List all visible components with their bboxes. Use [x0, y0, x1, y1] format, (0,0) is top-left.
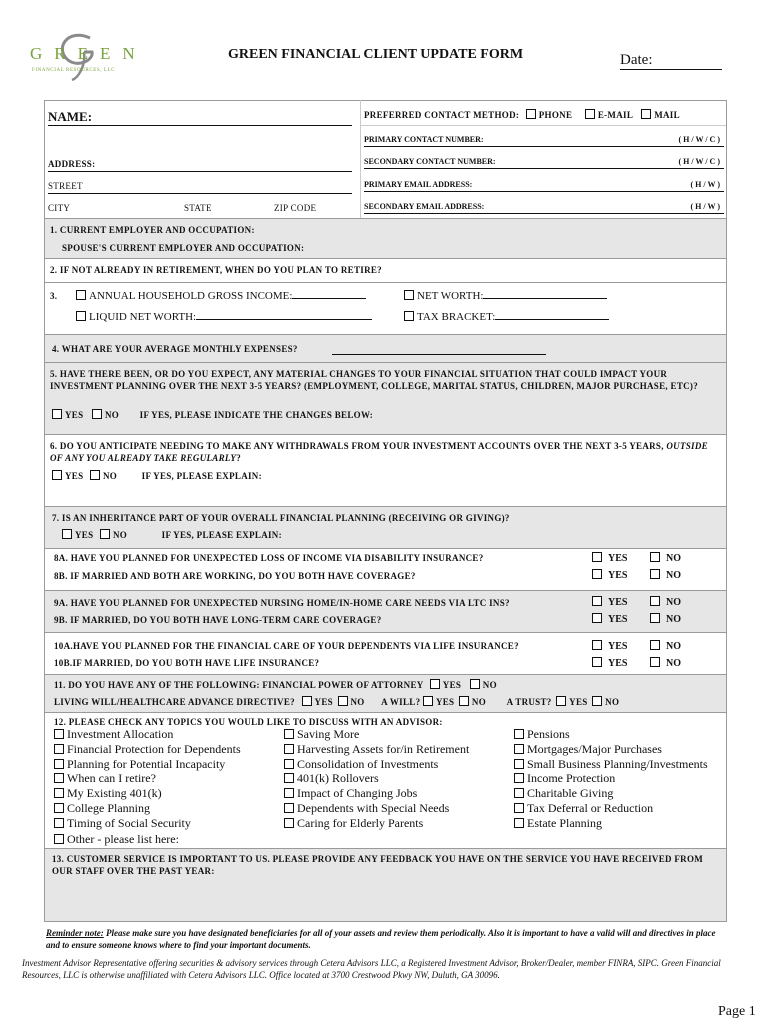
phone-option: PHONE [538, 110, 573, 120]
topic-label: When can I retire? [67, 771, 156, 785]
q7-yes-checkbox[interactable] [62, 529, 72, 539]
trust-no-label: NO [605, 697, 620, 707]
yn-no-option[interactable] [650, 596, 681, 608]
topic-item[interactable] [514, 757, 708, 772]
name-field[interactable] [48, 125, 352, 126]
living-no-label: NO [350, 697, 365, 707]
yn-no-option[interactable] [650, 657, 681, 669]
poa-no-checkbox[interactable] [470, 679, 480, 689]
q5-answer-row [52, 409, 373, 420]
topic-checkbox[interactable] [54, 729, 64, 739]
topic-label: College Planning [67, 801, 150, 815]
q13-section [44, 848, 726, 922]
topic-label: Caring for Elderly Parents [297, 816, 424, 830]
topic-item[interactable] [514, 786, 613, 801]
feedback-field[interactable] [48, 879, 722, 919]
q4-section [44, 334, 726, 362]
topic-item[interactable] [514, 816, 602, 831]
poa-yes-checkbox[interactable] [430, 679, 440, 689]
topic-checkbox[interactable] [284, 759, 294, 769]
yn-yes-checkbox[interactable] [592, 657, 602, 667]
q6-no-label: NO [102, 471, 118, 481]
trust-no-checkbox[interactable] [592, 696, 602, 706]
liquid-field[interactable] [196, 319, 372, 320]
contact-row-suffix: ( H / W ) [690, 202, 720, 211]
contact-row-label: SECONDARY CONTACT NUMBER: [364, 157, 496, 166]
poa-no-label: NO [482, 680, 497, 690]
yn-no-label: NO [666, 658, 681, 669]
income-label: ANNUAL HOUSEHOLD GROSS INCOME: [89, 290, 293, 302]
yn-yes-checkbox[interactable] [592, 569, 602, 579]
topic-label: Timing of Social Security [67, 816, 191, 830]
topic-item[interactable] [284, 727, 359, 742]
yn-question-text: 8A. HAVE YOU PLANNED FOR UNEXPECTED LOSS OF INCOME VIA DISABILITY INSURANCE? [54, 553, 484, 563]
yn-yes-option[interactable] [592, 640, 627, 652]
disclaimer-text: Investment Advisor Representative offering securities & advisory services through Cetera Advisors LLC, a Registered Investment Advisor, Broker/Dealer, member FINRA, SIPC. Green Financial Resources, LLC is otherwise unaffiliated with Cetera Advisors LLC. Office located at 3700 Crestwood Pkwy NW, Duluth, GA 30096. [22, 958, 721, 980]
contact-row-label: SECONDARY EMAIL ADDRESS: [364, 202, 485, 211]
topic-checkbox[interactable] [514, 773, 524, 783]
q6-text: 6. DO YOU ANTICIPATE NEEDING TO MAKE ANY WITHDRAWALS FROM YOUR INVESTMENT ACCOUNTS OVER THE NEXT 3-5 YEARS, [50, 441, 664, 451]
topic-item[interactable] [284, 816, 423, 831]
topic-label: Income Protection [527, 771, 616, 785]
will-yes-checkbox[interactable] [423, 696, 433, 706]
q5-yes-label: YES [65, 410, 84, 420]
topic-checkbox[interactable] [54, 834, 64, 844]
will-yes-label: YES [435, 697, 455, 707]
income-checkbox[interactable] [76, 290, 86, 300]
yn-no-checkbox[interactable] [650, 596, 660, 606]
q2-text: 2. IF NOT ALREADY IN RETIREMENT, WHEN DO YOU PLAN TO RETIRE? [50, 265, 382, 275]
topic-item[interactable] [54, 742, 241, 757]
trust-yes-label: YES [569, 697, 588, 707]
address-label: ADDRESS: [48, 159, 96, 169]
contact-row[interactable] [364, 202, 724, 214]
contact-row[interactable] [364, 180, 724, 192]
tax-label: TAX BRACKET: [417, 311, 496, 323]
contact-row-suffix: ( H / W / C ) [678, 157, 720, 166]
yn-yes-option[interactable] [592, 596, 627, 608]
will-no-checkbox[interactable] [459, 696, 469, 706]
topic-item[interactable] [54, 786, 162, 801]
topic-label: Financial Protection for Dependents [67, 742, 241, 756]
yn-no-label: NO [666, 597, 681, 608]
income-field[interactable] [292, 298, 366, 299]
yn-question-text: 10B.IF MARRIED, DO YOU BOTH HAVE LIFE INSURANCE? [54, 658, 320, 668]
reminder-label: Reminder note: [46, 928, 104, 938]
q6-yes-checkbox[interactable] [52, 470, 62, 480]
yn-yes-option[interactable] [592, 552, 627, 564]
yn-yes-label: YES [608, 641, 628, 652]
yn-yes-label: YES [608, 658, 628, 669]
tax-checkbox[interactable] [404, 311, 414, 321]
contact-row-label: PRIMARY EMAIL ADDRESS: [364, 180, 473, 189]
q5-no-checkbox[interactable] [92, 409, 102, 419]
topic-checkbox[interactable] [284, 788, 294, 798]
topic-label: Harvesting Assets for/in Retirement [297, 742, 470, 756]
topic-checkbox[interactable] [54, 803, 64, 813]
form-title: GREEN FINANCIAL CLIENT UPDATE FORM [228, 47, 524, 62]
topic-label: Pensions [527, 727, 570, 741]
yn-no-label: NO [666, 641, 681, 652]
topic-checkbox[interactable] [284, 729, 294, 739]
yn-no-option[interactable] [650, 613, 681, 625]
living-yes-label: YES [314, 697, 333, 707]
topic-label: Consolidation of Investments [297, 757, 439, 771]
q11-text: 11. DO YOU HAVE ANY OF THE FOLLOWING: FINANCIAL POWER OF ATTORNEY [54, 680, 424, 690]
topic-label: Charitable Giving [527, 786, 614, 800]
contact-row[interactable] [364, 157, 724, 169]
yn-yes-label: YES [608, 553, 628, 564]
form-left-border [44, 100, 45, 922]
q5-text: 5. HAVE THERE BEEN, OR DO YOU EXPECT, ANY MATERIAL CHANGES TO YOUR FINANCIAL SITUATION THAT COULD IMPACT YOUR INVESTMENT PLANNING OVER THE NEXT 3-5 YEARS? (EMPLOYMENT, COLLEGE, MARITAL STATUS, CHILDREN, MAJOR PURCHASE, ETC)? [50, 369, 699, 391]
topic-label: Tax Deferral or Reduction [527, 801, 654, 815]
contact-method-label: PREFERRED CONTACT METHOD: [364, 110, 520, 120]
reminder-text: Please make sure you have designated beneficiaries for all of your assets and review them periodically. Also it is important to have a valid will and directives in place and to ensure someone knows where to find your important documents. [46, 928, 716, 950]
yn-no-option[interactable] [650, 552, 681, 564]
living-yes-checkbox[interactable] [302, 696, 312, 706]
yn-no-checkbox[interactable] [650, 613, 660, 623]
q1-section [44, 218, 726, 258]
topic-checkbox[interactable] [514, 759, 524, 769]
date-label: Date: [620, 52, 653, 68]
yn-yes-checkbox[interactable] [592, 596, 602, 606]
topic-item[interactable] [514, 801, 653, 816]
contact-row-suffix: ( H / W ) [690, 180, 720, 189]
logo-subtitle: FINANCIAL RESOURCES, LLC [32, 68, 116, 73]
q3-tax-row [404, 311, 609, 323]
living-will-label: LIVING WILL/HEALTHCARE ADVANCE DIRECTIVE? [54, 697, 295, 707]
topic-item[interactable] [54, 832, 179, 847]
topic-item[interactable] [54, 771, 156, 786]
topic-item[interactable] [284, 742, 469, 757]
topic-item[interactable] [284, 801, 449, 816]
topic-checkbox[interactable] [284, 818, 294, 828]
q4-field[interactable] [332, 354, 546, 355]
q6-answer-row [52, 470, 262, 481]
q6-yes-label: YES [65, 471, 84, 481]
form-right-border [726, 100, 727, 922]
topic-checkbox[interactable] [54, 773, 64, 783]
yn-question-text: 10A.HAVE YOU PLANNED FOR THE FINANCIAL CARE OF YOUR DEPENDENTS VIA LIFE INSURANCE? [54, 641, 519, 651]
topic-checkbox[interactable] [514, 803, 524, 813]
topic-item[interactable] [284, 786, 417, 801]
city-label: CITY [48, 203, 71, 213]
q1-spouse-text: SPOUSE'S CURRENT EMPLOYER AND OCCUPATION: [62, 243, 305, 253]
yn-no-label: NO [666, 570, 681, 581]
street-label: STREET [48, 181, 83, 191]
yn-yes-label: YES [608, 614, 628, 625]
will-label: A WILL? [381, 697, 421, 707]
yn-yes-label: YES [608, 597, 628, 608]
contact-divider [360, 125, 726, 126]
poa-yes-label: YES [442, 680, 462, 690]
topic-checkbox[interactable] [514, 744, 524, 754]
yn-yes-checkbox[interactable] [592, 613, 602, 623]
contact-row-label: PRIMARY CONTACT NUMBER: [364, 135, 484, 144]
topic-label: Planning for Potential Incapacity [67, 757, 226, 771]
yn-no-label: NO [666, 553, 681, 564]
q11-row2 [54, 696, 619, 707]
topic-checkbox[interactable] [284, 773, 294, 783]
yn-no-option[interactable] [650, 569, 681, 581]
topic-label: Estate Planning [527, 816, 602, 830]
topic-item[interactable] [284, 757, 438, 772]
topic-label: My Existing 401(k) [67, 786, 162, 800]
q5-follow-text: IF YES, PLEASE INDICATE THE CHANGES BELOW: [139, 410, 374, 420]
topic-item[interactable] [54, 757, 225, 772]
topic-item[interactable] [514, 727, 570, 742]
q1-text: 1. CURRENT EMPLOYER AND OCCUPATION: [50, 225, 255, 235]
topic-checkbox[interactable] [54, 744, 64, 754]
q7-section [44, 506, 726, 548]
topic-checkbox[interactable] [54, 788, 64, 798]
contact-row-suffix: ( H / W / C ) [678, 135, 720, 144]
company-logo [28, 30, 147, 82]
topic-label: Mortgages/Major Purchases [527, 742, 662, 756]
yn-no-option[interactable] [650, 640, 681, 652]
topic-label: 401(k) Rollovers [297, 771, 379, 785]
yn-yes-checkbox[interactable] [592, 640, 602, 650]
yn-yes-checkbox[interactable] [592, 552, 602, 562]
topic-label: Investment Allocation [67, 727, 174, 741]
state-label: STATE [184, 203, 212, 213]
q5-section [44, 362, 726, 434]
liquid-label: LIQUID NET WORTH: [89, 311, 197, 323]
address-field[interactable] [48, 171, 352, 172]
topic-label: Saving More [297, 727, 360, 741]
phone-checkbox[interactable] [526, 109, 536, 119]
q11-row1 [54, 679, 497, 690]
topic-checkbox[interactable] [54, 759, 64, 769]
topic-item[interactable] [54, 727, 173, 742]
q7-follow-text: IF YES, PLEASE EXPLAIN: [161, 530, 282, 540]
q5-yes-checkbox[interactable] [52, 409, 62, 419]
liquid-checkbox[interactable] [76, 311, 86, 321]
q13-text: 13. CUSTOMER SERVICE IS IMPORTANT TO US. PLEASE PROVIDE ANY FEEDBACK YOU HAVE ON THE SERVICE YOU HAVE RECEIVED FROM OUR STAFF OVER THE PAST YEAR: [52, 854, 704, 876]
topic-label: Dependents with Special Needs [297, 801, 450, 815]
yn-no-label: NO [666, 614, 681, 625]
yn-yes-option[interactable] [592, 657, 627, 669]
q3-networth-row [404, 290, 607, 302]
yn-yes-label: YES [608, 570, 628, 581]
topic-checkbox[interactable] [54, 818, 64, 828]
q7-text: 7. IS AN INHERITANCE PART OF YOUR OVERALL FINANCIAL PLANNING (RECEIVING OR GIVING)? [52, 513, 510, 523]
yn-no-checkbox[interactable] [650, 657, 660, 667]
q3-number: 3. [50, 291, 58, 301]
reminder-note [46, 927, 726, 951]
topic-item[interactable] [514, 771, 615, 786]
topic-item[interactable] [54, 816, 191, 831]
contact-method-row [364, 109, 680, 120]
page-number: Page 1 [718, 1004, 756, 1019]
mail-option: MAIL [654, 110, 680, 120]
zip-label: ZIP CODE [274, 203, 317, 213]
yn-question-text: 8B. IF MARRIED AND BOTH ARE WORKING, DO YOU BOTH HAVE COVERAGE? [54, 571, 416, 581]
topic-checkbox[interactable] [514, 729, 524, 739]
contact-row[interactable] [364, 135, 724, 147]
q6-no-checkbox[interactable] [90, 470, 100, 480]
networth-label: NET WORTH: [417, 290, 484, 302]
q2-section [44, 258, 726, 282]
topic-item[interactable] [514, 742, 662, 757]
yn-no-checkbox[interactable] [650, 569, 660, 579]
client-info-block [44, 100, 726, 218]
networth-checkbox[interactable] [404, 290, 414, 300]
topic-checkbox[interactable] [284, 803, 294, 813]
yn-no-checkbox[interactable] [650, 640, 660, 650]
will-no-label: NO [471, 697, 487, 707]
topic-item[interactable] [54, 801, 150, 816]
name-label: NAME: [48, 109, 93, 124]
mail-checkbox[interactable] [641, 109, 651, 119]
trust-label: A TRUST? [506, 697, 552, 707]
topic-label: Other - please list here: [67, 832, 179, 846]
yn-no-checkbox[interactable] [650, 552, 660, 562]
topic-item[interactable] [284, 771, 379, 786]
topic-label: Small Business Planning/Investments [527, 757, 708, 771]
q6-section [44, 434, 726, 506]
email-option: E-MAIL [597, 110, 633, 120]
yn-question-text: 9B. IF MARRIED, DO YOU BOTH HAVE LONG-TERM CARE COVERAGE? [54, 615, 382, 625]
networth-field[interactable] [483, 298, 607, 299]
topic-label: Impact of Changing Jobs [297, 786, 418, 800]
street-field[interactable] [48, 193, 352, 194]
q5-no-label: NO [104, 410, 120, 420]
q6-follow-text: IF YES, PLEASE EXPLAIN: [141, 471, 262, 481]
living-no-checkbox[interactable] [338, 696, 348, 706]
topic-checkbox[interactable] [514, 818, 524, 828]
q6-text-block [50, 440, 722, 464]
q7-answer-row [62, 529, 282, 540]
q12-text: 12. PLEASE CHECK ANY TOPICS YOU WOULD LIKE TO DISCUSS WITH AN ADVISOR: [54, 717, 443, 727]
yn-yes-option[interactable] [592, 569, 627, 581]
email-checkbox[interactable] [585, 109, 595, 119]
info-column-divider [360, 100, 361, 218]
q3-liquid-row [76, 311, 372, 323]
topic-checkbox[interactable] [514, 788, 524, 798]
q3-section [44, 282, 726, 334]
q7-no-checkbox[interactable] [100, 529, 110, 539]
q7-no-label: NO [112, 530, 128, 540]
logo-wordmark: GREEN [30, 44, 147, 63]
q4-text: 4. WHAT ARE YOUR AVERAGE MONTHLY EXPENSES? [52, 344, 298, 354]
date-field[interactable] [620, 52, 722, 70]
topic-checkbox[interactable] [284, 744, 294, 754]
q6-italic-text: OUTSIDE OF ANY YOU ALREADY TAKE REGULARLY [50, 441, 708, 463]
q7-yes-label: YES [75, 530, 94, 540]
yn-yes-option[interactable] [592, 613, 627, 625]
trust-yes-checkbox[interactable] [556, 696, 566, 706]
q11-section [44, 674, 726, 712]
q3-income-row [76, 290, 366, 302]
yn-question-text: 9A. HAVE YOU PLANNED FOR UNEXPECTED NURSING HOME/IN-HOME CARE NEEDS VIA LTC INS? [54, 598, 510, 608]
tax-field[interactable] [495, 319, 609, 320]
q6-end: ? [236, 453, 241, 463]
